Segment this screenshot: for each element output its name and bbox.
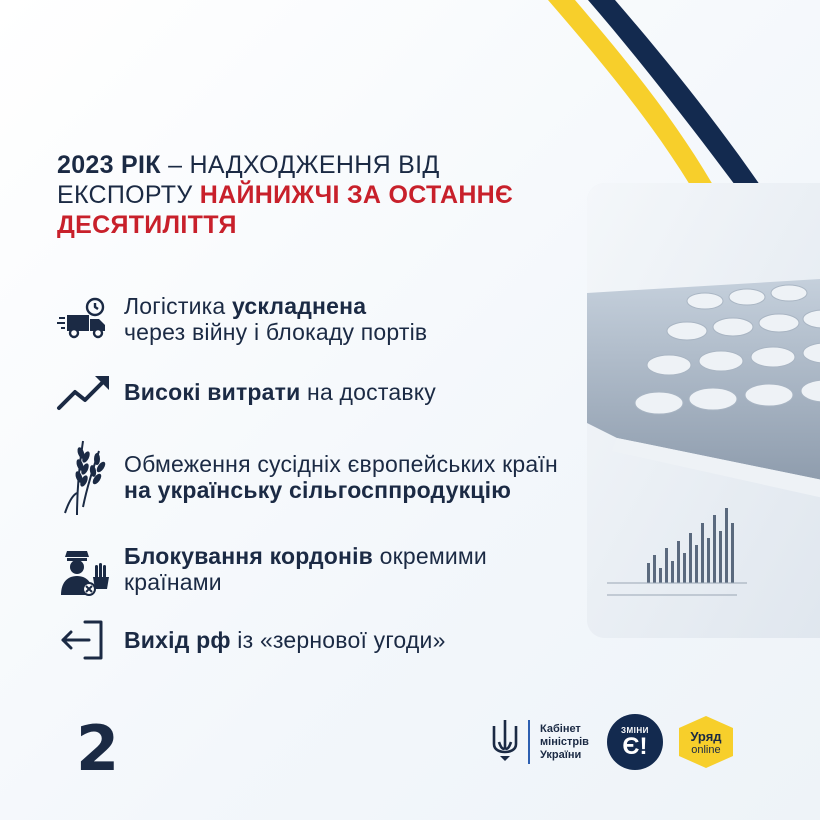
headline (57, 150, 577, 240)
delivery-truck-icon (52, 288, 114, 350)
calculator-photo (587, 183, 820, 638)
footer-logos (490, 712, 737, 772)
headline-main: – НАДХОДЖЕННЯ ВІД ЕКСПОРТУ (57, 151, 440, 209)
item-text: Блокування кордонів окремими країнами (124, 543, 487, 595)
cabinet-logo-text: Кабінет міністрів України (540, 722, 589, 761)
headline-year: 2023 РІК (57, 151, 161, 179)
zminy-logo: ЗМІНИ Є! (607, 714, 663, 770)
item-text: Обмеження сусідніх європейських країн на українську сільгосппродукцію (124, 451, 558, 503)
list-item-grain-deal (52, 609, 446, 671)
list-item-logistics (52, 288, 427, 350)
list-item-costs (52, 361, 436, 423)
page-number: 2 (76, 712, 120, 785)
logo-divider (528, 720, 530, 764)
trend-up-icon (52, 361, 114, 423)
exit-icon (52, 609, 114, 671)
list-item-borders (52, 538, 584, 600)
trident-icon (490, 718, 520, 767)
border-guard-icon (52, 538, 114, 600)
list-item-restrictions (52, 437, 564, 517)
wheat-icon (52, 437, 114, 517)
item-text: Високі витрати на доставку (124, 379, 436, 405)
headline-highlight: НАЙНИЖЧІ ЗА ОСТАННЄ ДЕСЯТИЛІТТЯ (57, 181, 514, 239)
uryad-online-logo: Уряд online (675, 714, 737, 770)
item-text: Логістика ускладнена через війну і блокаду портів (124, 293, 428, 345)
item-text: Вихід рф із «зернової угоди» (124, 627, 446, 653)
